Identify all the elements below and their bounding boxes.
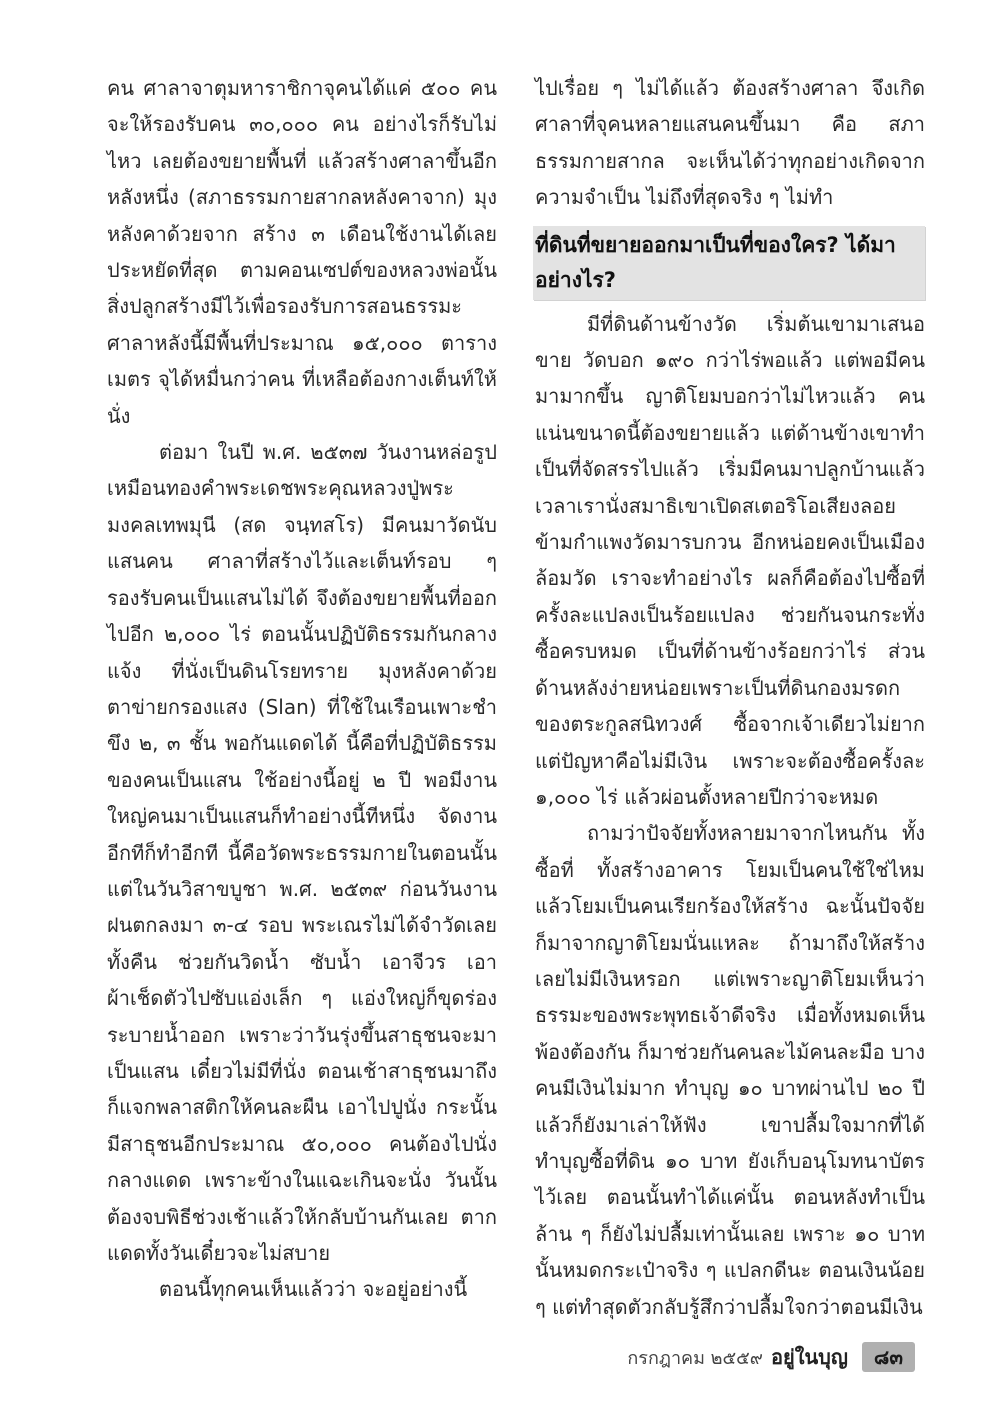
page-footer	[627, 1340, 915, 1374]
left-paragraph-3: ตอนนี้ทุกคนเห็นแล้วว่า จะอยู่อย่างนี้	[159, 1277, 468, 1302]
right-paragraph-1: มีที่ดินด้านข้างวัด เริ่มต้นเขามาเสนอขาย วัดบอก ๑๙๐ กว่าไร่พอแล้ว แต่พอมีคนมามากขึ้น ญาติโยมบอกว่าไม่ไหวแล้ว คนแน่นขนาดนี้ต้องขยายแล้ว แต่ด้านข้างเขาทำเป็นที่จัดสรรไปแล้ว เริ่มมีคนมาปลูกบ้านแล้ว เวลาเรานั่งสมาธิเขาเปิดสเตอริโอเสียงลอยข้ามกำแพงวัดมารบกวน อีกหน่อยคงเป็นเมืองล้อมวัด เราจะทำอย่างไร ผลก็คือต้องไปซื้อที่ครั้งละแปลงเป็นร้อยแปลง ช่วยกันจนกระทั่งซื้อครบหมด เป็นที่ด้านข้างร้อยกว่าไร่ ส่วนด้านหลังง่ายหน่อยเพราะเป็นที่ดินกองมรดกของตระกูลสนิทวงศ์ ซื้อจากเจ้าเดียวไม่ยาก แต่ปัญหาคือไม่มีเงิน เพราะจะต้องซื้อครั้งละ ๑,๐๐๐ ไร่ แล้วผ่อนตั้งหลายปีกว่าจะหมด	[535, 311, 925, 809]
footer-magazine-name: อยู่ในบุญ	[770, 1345, 848, 1369]
page-number-badge: ๘๓	[862, 1342, 915, 1372]
right-paragraph-2: ถามว่าปัจจัยทั้งหลายมาจากไหนกัน ทั้งซื้อที่ ทั้งสร้างอาคาร โยมเป็นคนใช้ใช่ไหม แล้วโยมเป็นคนเรียกร้องให้สร้าง ฉะนั้นปัจจัยก็มาจากญาติโยมนั่นแหละ ถ้ามาถึงให้สร้างเลยไม่มีเงินหรอก แต่เพราะญาติโยมเห็นว่าธรรมะของพระพุทธเจ้าดีจริง เมื่อทั้งหมดเห็นพ้องต้องกัน ก็มาช่วยกันคนละไม้คนละมือ บางคนมีเงินไม่มาก ทำบุญ ๑๐ บาทผ่านไป ๒๐ ปีแล้วก็ยังมาเล่าให้ฟัง เขาปลื้มใจมากที่ได้ทำบุญซื้อที่ดิน ๑๐ บาท ยังเก็บอนุโมทนาบัตรไว้เลย ตอนนั้นทำได้แค่นั้น ตอนหลังทำเป็นล้าน ๆ ก็ยังไม่ปลื้มเท่านั้นเลย เพราะ ๑๐ บาทนั้นหมดกระเป๋าจริง ๆ แปลกดีนะ ตอนเงินน้อย ๆ แต่ทำสุดตัวกลับรู้สึกว่าปลื้มใจกว่าตอนมีเงิน	[535, 821, 925, 1319]
right-intro-paragraph: ไปเรื่อย ๆ ไม่ได้แล้ว ต้องสร้างศาลา จึงเกิดศาลาที่จุคนหลายแสนคนขึ้นมา คือ สภาธรรมกายสากล จะเห็นได้ว่าทุกอย่างเกิดจากความจำเป็น ไม่ถึงที่สุดจริง ๆ ไม่ทำ	[535, 76, 925, 210]
left-paragraph-2: ต่อมา ในปี พ.ศ. ๒๕๓๗ วันงานหล่อรูปเหมือนทองคำพระเดชพระคุณหลวงปู่พระมงคลเทพมุนี (สด จนฺทสโร) มีคนมาวัดนับแสนคน ศาลาที่สร้างไว้และเต็นท์รอบ ๆ รองรับคนเป็นแสนไม่ได้ จึงต้องขยายพื้นที่ออกไปอีก ๒,๐๐๐ ไร่ ตอนนั้นปฏิบัติธรรมกันกลางแจ้ง ที่นั่งเป็นดินโรยทราย มุงหลังคาด้วยตาข่ายกรองแสง (Slan) ที่ใช้ในเรือนเพาะชำขึง ๒, ๓ ชั้น พอกันแดดได้ นี้คือที่ปฏิบัติธรรมของคนเป็นแสน ใช้อย่างนี้อยู่ ๒ ปี พอมีงานใหญ่คนมาเป็นแสนก็ทำอย่างนี้ทีหนึ่ง จัดงานอีกทีก็ทำอีกที นี้คือวัดพระธรรมกายในตอนนั้น แต่ในวันวิสาขบูชา พ.ศ. ๒๕๓๙ ก่อนวันงานฝนตกลงมา ๓-๔ รอบ พระเณรไม่ได้จำวัดเลยทั้งคืน ช่วยกันวิดน้ำ ซับน้ำ เอาจีวร เอาผ้าเช็ดตัวไปซับแอ่งเล็ก ๆ แอ่งใหญ่ก็ขุดร่องระบายน้ำออก เพราะว่าวันรุ่งขึ้นสาธุชนจะมาเป็นแสน เดี๋ยวไม่มีที่นั่ง ตอนเช้าสาธุชนมาถึงก็แจกพลาสติกให้คนละผืน เอาไปปูนั่ง กระนั้นมีสาธุชนอีกประมาณ ๕๐,๐๐๐ คนต้องไปนั่งกลางแดด เพราะข้างในแฉะเกินจะนั่ง วันนั้นต้องจบพิธีช่วงเช้าแล้วให้กลับบ้านกันเลย ตากแดดทั้งวันเดี๋ยวจะไม่สบาย	[107, 440, 497, 1265]
section-heading-box	[533, 226, 925, 300]
left-paragraph-1: คน ศาลาจาตุมหาราชิกาจุคนได้แค่ ๕๐๐ คน จะให้รองรับคน ๓๐,๐๐๐ คน อย่างไรก็รับไม่ไหว เลยต้องขยายพื้นที่ แล้วสร้างศาลาขึ้นอีกหลังหนึ่ง (สภาธรรมกายสากลหลังคาจาก) มุงหลังคาด้วยจาก สร้าง ๓ เดือนใช้งานได้เลย ประหยัดที่สุด ตามคอนเซปต์ของหลวงพ่อนั้น สิ่งปลูกสร้างมีไว้เพื่อรองรับการสอนธรรมะ ศาลาหลังนี้มีพื้นที่ประมาณ ๑๕,๐๐๐ ตารางเมตร จุได้หมื่นกว่าคน ที่เหลือต้องกางเต็นท์ให้นั่ง	[107, 76, 497, 428]
left-column	[107, 70, 497, 1308]
section-heading: ที่ดินที่ขยายออกมาเป็นที่ของใคร? ได้มาอย่างไร?	[535, 232, 896, 292]
right-column	[535, 70, 925, 1325]
footer-month-year: กรกฎาคม ๒๕๕๙	[627, 1347, 763, 1369]
